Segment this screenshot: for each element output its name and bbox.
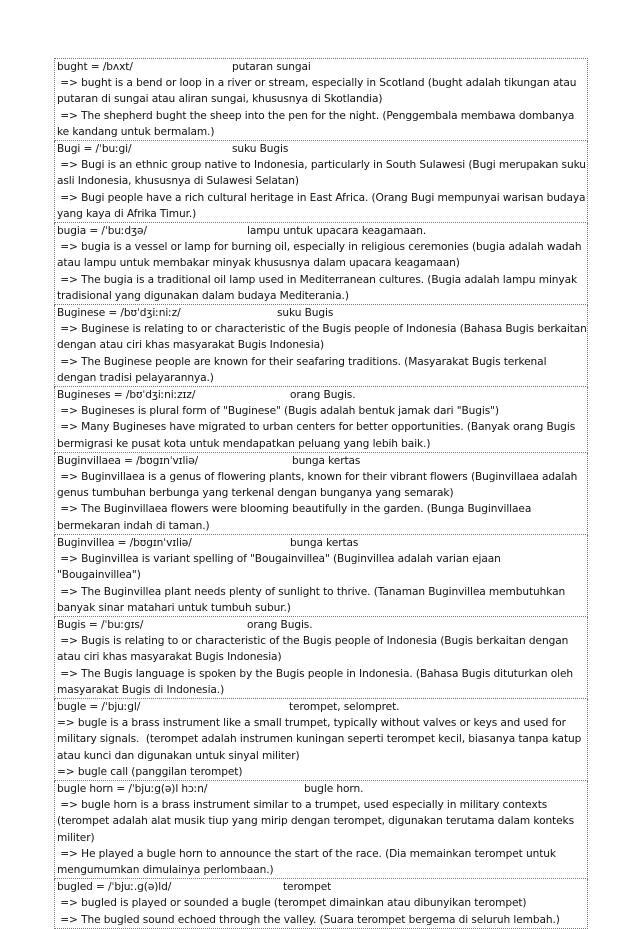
example-line: => The Buginvillaea flowers were blooming beautifully in the garden. (Bunga Buginvillaea bermekaran indah di taman.) bbox=[57, 503, 535, 532]
example-line: => bugle call (panggilan terompet) bbox=[57, 765, 243, 778]
translation: terompet bbox=[283, 881, 332, 894]
translation: putaran sungai bbox=[232, 61, 311, 73]
headword: Buginvillaea = /bʊgɪnˈvɪliə/ bbox=[57, 454, 199, 467]
definition-line: => bugle is a brass instrument like a small trumpet, typically without valves or keys and used for military signals. (terompet adalah instrumen kuningan seperti terompet kecil, biasanya tanpa katup atau kunci dan digunakan untuk sinyal militer) bbox=[57, 717, 585, 762]
entry-header bbox=[55, 141, 587, 157]
dictionary-entry bbox=[54, 141, 588, 223]
entry-header bbox=[55, 781, 587, 797]
entry-header bbox=[55, 59, 587, 75]
example-line: => Many Bugineses have migrated to urban centers for better opportunities. (Banyak orang Bugis bermigrasi ke pusat kota untuk mendapatkan peluang yang lebih baik.) bbox=[57, 421, 579, 450]
entry-header bbox=[55, 305, 587, 321]
example-line: => The Buginese people are known for their seafaring traditions. (Masyarakat Bugis terkenal dengan tradisi pelayarannya.) bbox=[57, 355, 550, 384]
headword: bugled = /ˈbjuː.g(ə)ld/ bbox=[57, 881, 172, 894]
translation: suku Bugis bbox=[232, 143, 289, 156]
translation: bunga kertas bbox=[292, 454, 361, 467]
translation: lampu untuk upacara keagamaan. bbox=[247, 225, 427, 238]
translation: bugle horn. bbox=[304, 782, 364, 795]
translation: terompet, selompret. bbox=[289, 700, 400, 713]
example-line: => The Buginvillea plant needs plenty of sunlight to thrive. (Tanaman Buginvillea membutuhkan banyak sinar matahari untuk tumbuh subur.) bbox=[57, 585, 569, 614]
entry-header bbox=[55, 453, 587, 469]
entry-header bbox=[55, 699, 587, 715]
example-line: => The bugia is a traditional oil lamp used in Mediterranean cultures. (Bugia adalah lampu minyak tradisional yang digunakan dalam budaya Mediterania.) bbox=[57, 273, 581, 302]
definition-line: => Bugis is relating to or characteristic of the Bugis people of Indonesia (Bugis berkaitan dengan atau ciri khas masyarakat Bugis Indonesia) bbox=[57, 635, 572, 664]
headword: bugle horn = /ˈbjuːg(ə)l hɔːn/ bbox=[57, 782, 208, 795]
entry-header bbox=[55, 535, 587, 551]
definition-line: => Bugi is an ethnic group native to Indonesia, particularly in South Sulawesi (Bugi merupakan suku asli Indonesia, khususnya di Sulawesi Selatan) bbox=[57, 159, 590, 188]
dictionary-entry bbox=[54, 781, 588, 879]
headword: bugia = /ˈbuːdʒə/ bbox=[57, 225, 147, 238]
dictionary-entry bbox=[54, 58, 588, 141]
definition-line: => Buginese is relating to or characteristic of the Bugis people of Indonesia (Bahasa Bugis berkaitan dengan atau ciri khas masyarakat Bugis Indonesia) bbox=[57, 323, 591, 352]
entry-header bbox=[55, 617, 587, 633]
dictionary-entry bbox=[54, 387, 588, 453]
dictionary-entry bbox=[54, 305, 591, 387]
dictionary-entry bbox=[54, 699, 588, 781]
headword: Bugineses = /bʊˈdʒiːniːzɪz/ bbox=[57, 389, 196, 402]
dictionary-entry bbox=[54, 617, 588, 699]
example-line: => Bugi people have a rich cultural heritage in East Africa. (Orang Bugi mempunyai warisan budaya yang kaya di Afrika Timur.) bbox=[57, 191, 589, 220]
headword: Bugi = /ˈbuːgi/ bbox=[57, 143, 132, 156]
entry-header bbox=[55, 387, 587, 403]
definition-line: => bugle horn is a brass instrument similar to a trumpet, used especially in military contexts (terompet adalah alat musik tiup yang mirip dengan terompet, digunakan terutama dalam konteks militer) bbox=[57, 799, 578, 844]
headword: bugle = /ˈbjuːgl/ bbox=[57, 700, 141, 713]
definition-line: => Buginvillea is variant spelling of "Bougainvillea" (Buginvillea adalah varian ejaan "Bougainvillea") bbox=[57, 553, 505, 582]
definition-line: => bugled is played or sounded a bugle (terompet dimainkan atau dibunyikan terompet) bbox=[57, 897, 527, 910]
entry-header bbox=[55, 223, 587, 239]
headword: Buginvillea = /bʊgɪnˈvɪliə/ bbox=[57, 536, 192, 549]
dictionary-entry bbox=[54, 879, 588, 929]
dictionary-entry bbox=[54, 453, 588, 535]
headword: Buginese = /bʊˈdʒiːniːz/ bbox=[57, 307, 181, 320]
translation: bunga kertas bbox=[290, 536, 359, 549]
translation: suku Bugis bbox=[277, 307, 334, 320]
example-line: => He played a bugle horn to announce the start of the race. (Dia memainkan terompet untuk mengumumkan dimulainya perlombaan.) bbox=[57, 847, 560, 876]
example-line: => The bugled sound echoed through the valley. (Suara terompet bergema di seluruh lembah.) bbox=[57, 913, 560, 926]
dictionary-entries bbox=[54, 58, 591, 929]
translation: orang Bugis. bbox=[290, 389, 356, 402]
definition-line: => Bugineses is plural form of "Buginese" (Bugis adalah bentuk jamak dari "Bugis") bbox=[57, 405, 499, 418]
definition-line: => Buginvillaea is a genus of flowering plants, known for their vibrant flowers (Buginvillaea adalah genus tumbuhan berbunga yang terkenal dengan bunganya yang semarak) bbox=[57, 471, 581, 500]
dictionary-entry bbox=[54, 535, 588, 617]
definition-line: => bugia is a vessel or lamp for burning oil, especially in religious ceremonies (bugia adalah wadah atau lampu untuk membakar minyak khususnya dalam upacara keagamaan) bbox=[57, 241, 585, 270]
example-line: => The shepherd bught the sheep into the pen for the night. (Penggembala membawa dombanya ke kandang untuk bermalam.) bbox=[57, 109, 578, 138]
headword: bught = /bʌxt/ bbox=[57, 61, 133, 73]
headword: Bugis = /ˈbuːgɪs/ bbox=[57, 618, 144, 631]
dictionary-entry bbox=[54, 223, 588, 305]
entry-header bbox=[55, 879, 587, 895]
definition-line: => bught is a bend or loop in a river or stream, especially in Scotland (bught adalah tikungan atau putaran di sungai atau aliran sungai, khususnya di Skotlandia) bbox=[57, 77, 580, 106]
example-line: => The Bugis language is spoken by the Bugis people in Indonesia. (Bahasa Bugis dituturkan oleh masyarakat Bugis di Indonesia.) bbox=[57, 667, 577, 696]
translation: orang Bugis. bbox=[247, 618, 313, 631]
